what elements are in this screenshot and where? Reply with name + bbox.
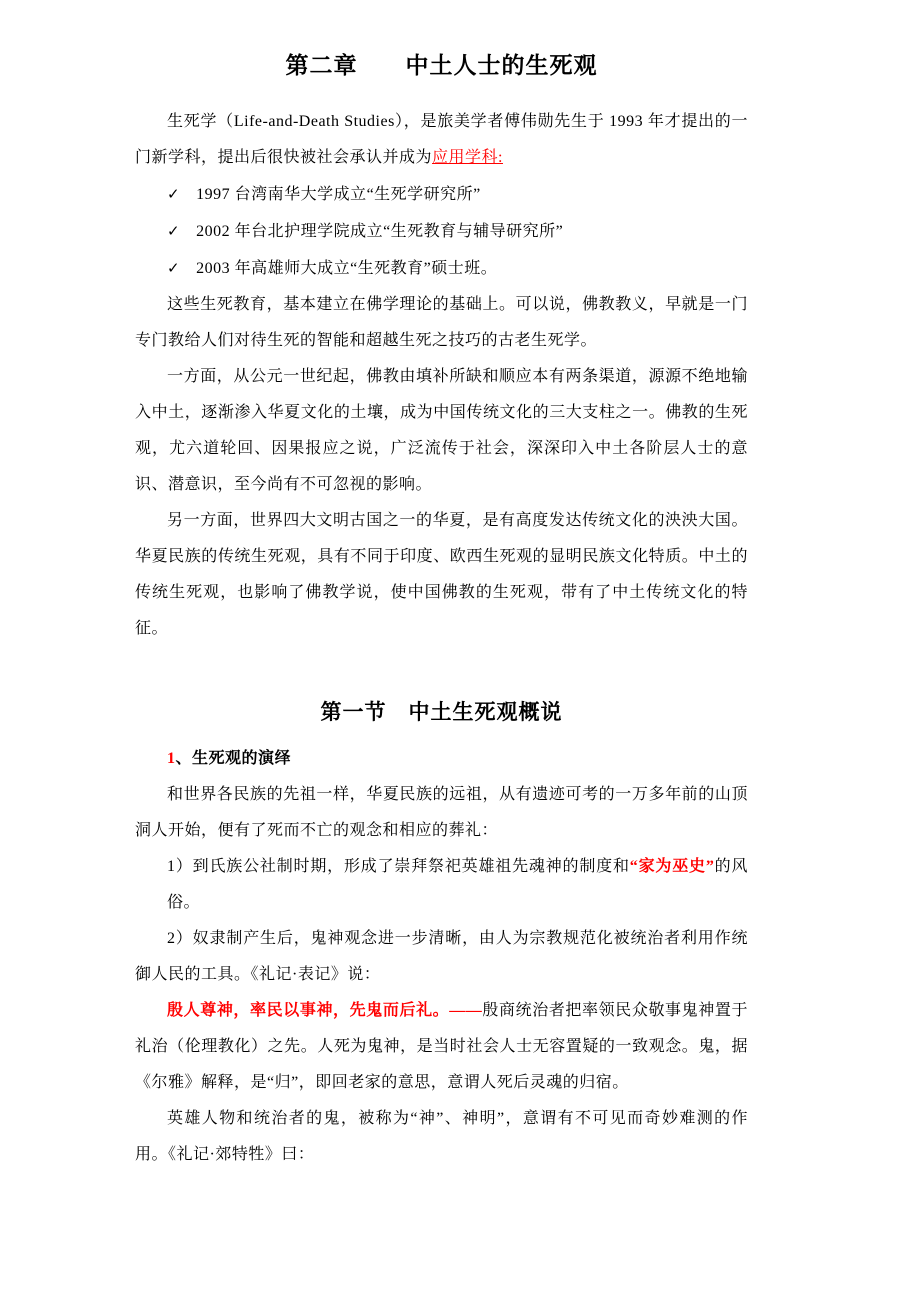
paragraph (135, 1101, 748, 1173)
text-segment: 应用学科: (432, 149, 503, 166)
text-segment: 、生死观的演绎 (175, 750, 292, 767)
check-list-item (135, 250, 748, 287)
subsection-title (135, 741, 748, 777)
text-segment: 另一方面，世界四大文明古国之一的华夏，是有高度发达传统文化的泱泱大国。华夏民族的传统生死观，具有不同于印度、欧西生死观的显明民族文化特质。中土的传统生死观，也影响了佛教学说，使中国佛教的生死观，带有了中土传统文化的特征。 (135, 512, 748, 637)
checkmark-icon: ✓ (167, 259, 181, 277)
chapter-title: 第二章 中土人士的生死观 (285, 53, 598, 78)
checkmark-icon: ✓ (167, 222, 181, 240)
text-segment: 1 (167, 750, 176, 767)
paragraph (135, 287, 748, 359)
checkmark-icon: ✓ (167, 185, 181, 203)
check-list-item (135, 213, 748, 250)
text-segment: 2003 年高雄师大成立“生死教育”硕士班。 (196, 260, 498, 277)
paragraph (135, 993, 748, 1101)
numbered-list-item (135, 849, 748, 921)
text-segment: 2）奴隶制产生后，鬼神观念进一步清晰，由人为宗教规范化被统治者利用作统御人民的工具。《礼记·表记》说： (135, 930, 748, 983)
text-segment: “家为巫史” (629, 858, 715, 875)
text-segment: 英雄人物和统治者的鬼，被称为“神”、神明”，意谓有不可见而奇妙难测的作用。《礼记·郊特牲》曰： (135, 1110, 748, 1163)
text-segment: 和世界各民族的先祖一样，华夏民族的远祖，从有遗迹可考的一万多年前的山顶洞人开始，便有了死而不亡的观念和相应的葬礼： (135, 786, 748, 839)
check-list-item (135, 176, 748, 213)
paragraph (135, 503, 748, 647)
text-segment: 一方面，从公元一世纪起，佛教由填补所缺和顺应本有两条渠道，源源不绝地输入中土，逐渐渗入华夏文化的土壤，成为中国传统文化的三大支柱之一。佛教的生死观，尤六道轮回、因果报应之说，广泛流传于社会，深深印入中土各阶层人士的意识、潜意识，至今尚有不可忽视的影响。 (135, 368, 748, 493)
text-segment: 第一节 中土生死观概说 (320, 700, 563, 724)
text-segment: 2002 年台北护理学院成立“生死教育与辅导研究所” (196, 223, 564, 240)
document-body (135, 104, 748, 1173)
text-segment: 殷人尊神，率民以事神，先鬼而后礼。—— (167, 1002, 483, 1019)
text-segment: 1997 台湾南华大学成立“生死学研究所” (196, 186, 481, 203)
text-segment: 的风俗。 (167, 858, 748, 911)
text-segment: 这些生死教育，基本建立在佛学理论的基础上。可以说，佛教教义，早就是一门专门教给人们对待生死的智能和超越生死之技巧的古老生死学。 (135, 296, 748, 349)
text-segment: 殷商统治者把率领民众敬事鬼神置于礼治（伦理教化）之先。人死为鬼神，是当时社会人士无容置疑的一致观念。鬼，据《尔雅》解释，是“归”，即回老家的意思，意谓人死后灵魂的归宿。 (135, 1002, 748, 1091)
paragraph (135, 359, 748, 503)
section-title (135, 697, 748, 727)
text-segment: 1）到氏族公社制时期，形成了崇拜祭祀英雄祖先魂神的制度和 (167, 858, 630, 875)
text-segment: 生死学（Life-and-Death Studies），是旅美学者傅伟勋先生于 1993 年才提出的一门新学科，提出后很快被社会承认并成为 (135, 113, 748, 166)
paragraph (135, 921, 748, 993)
paragraph (135, 104, 748, 176)
paragraph (135, 777, 748, 849)
